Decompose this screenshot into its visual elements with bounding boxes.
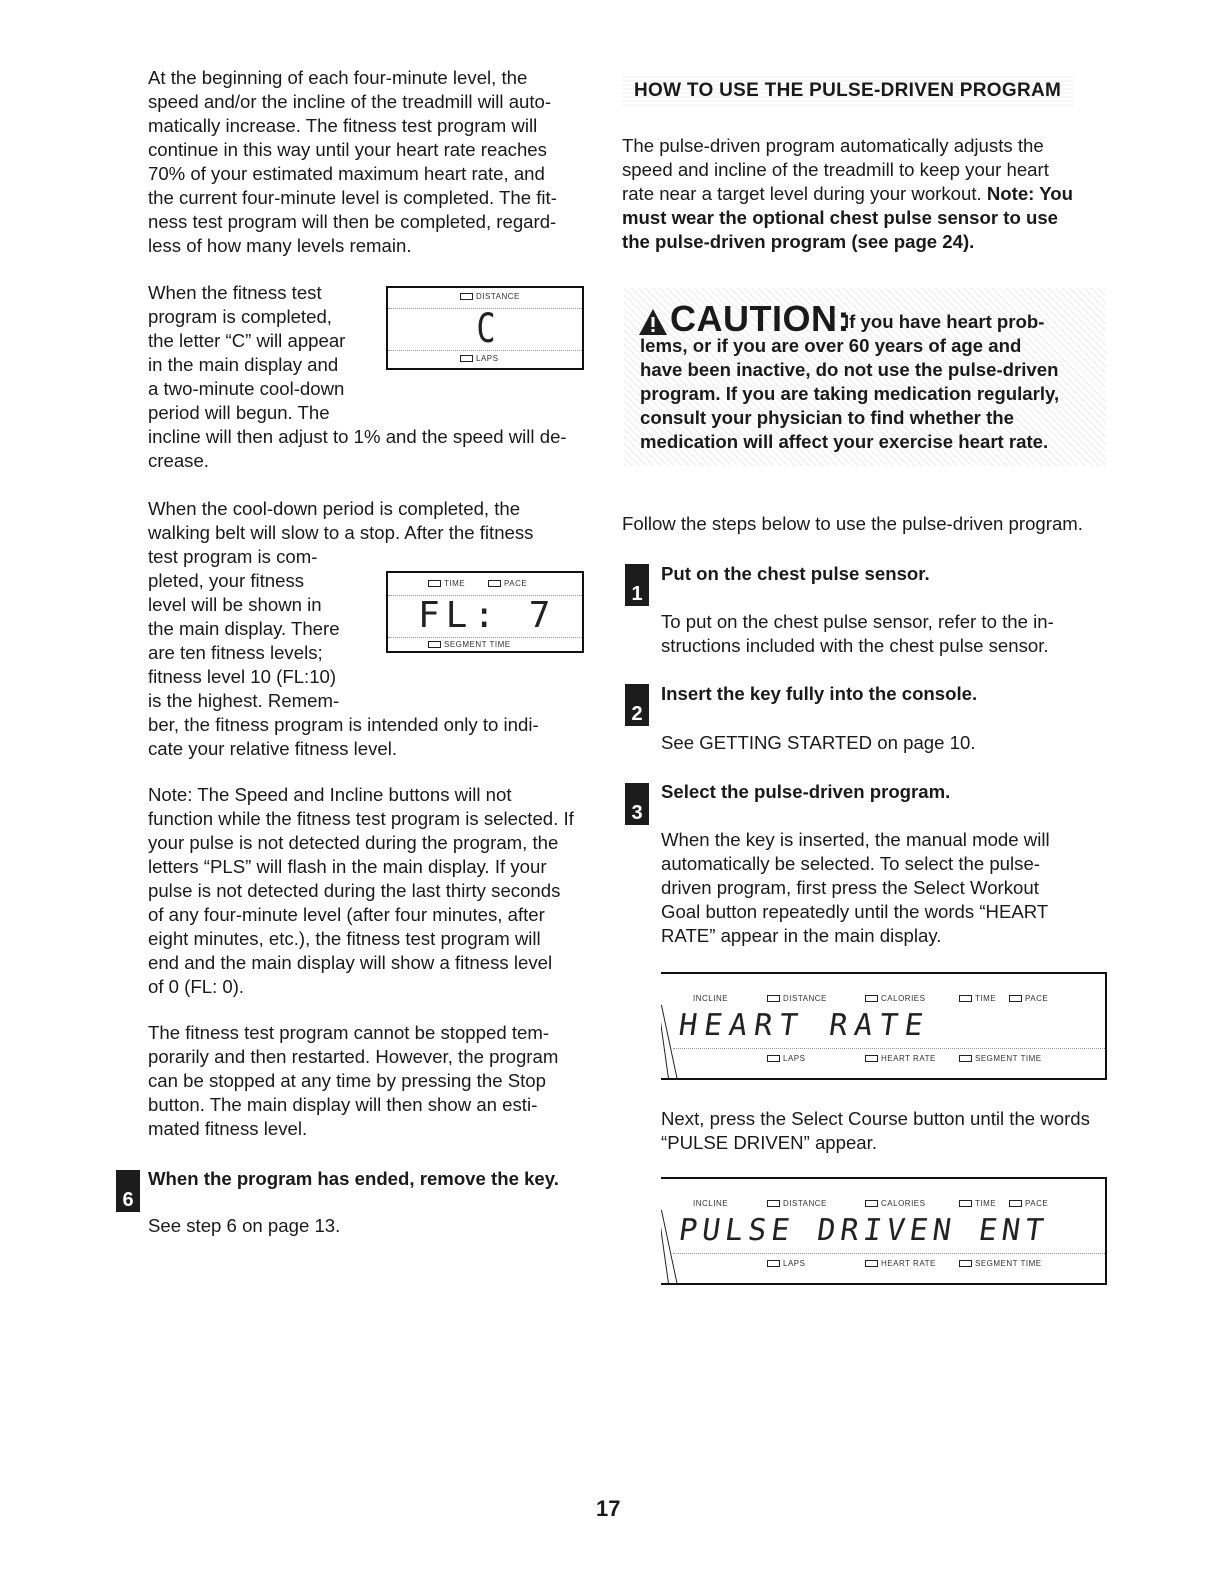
display-pulse-label-pace: PACE [1009,1199,1048,1208]
display-heart-label-time: TIME [959,994,996,1003]
step-1-body: To put on the chest pulse sensor, refer to the in- structions included with the chest pulse sensor. [661,611,1054,656]
intro-bold: Note: You must wear the optional chest pulse sensor to use the pulse-driven program (see page 24). [622,183,1073,252]
paragraph-fitness-level-full: When the cool-down period is completed, the walking belt will slow to a stop. After the fitness [148,498,534,543]
paragraph-note: Note: The Speed and Incline buttons will not function while the fitness test program is selected. If your pulse is not detected during the program, the letters “PLS” will flash in the main display. If your pulse is not detected during the last thirty seconds of any four-minute level (after four minutes, after eight minutes, etc.), the fitness test program will end and the main display will show a fitness level of 0 (FL: 0). [148,784,574,997]
paragraph-fitness-levels: At the beginning of each four-minute level, the speed and/or the incline of the treadmill will auto- matically increase. The fitness test program will continue in this way until your heart rate reaches 70% of your estimated maximum heart rate, and the current four-minute level is completed. The fit- ness test program will then be completed, regard- less of how many levels remain. [148,67,557,256]
step-3-body: When the key is inserted, the manual mode will automatically be selected. To select the pulse- driven program, first press the Select Workout Goal button repeatedly until the words “HEART RATE” appear in the main display. [661,829,1050,946]
display-main-c: C [476,306,496,352]
step-2-title: Insert the key fully into the console. [661,683,978,704]
caution-box [624,288,1106,466]
display-label-laps: LAPS [460,354,498,363]
step-6-title: When the program has ended, remove the key. [148,1168,559,1189]
step-6-badge: 6 [116,1170,140,1212]
caution-word: CAUTION: [670,298,850,339]
display-heart-label-distance: DISTANCE [767,994,827,1003]
display-label-distance: DISTANCE [460,292,520,301]
display-main-fl: FL: 7 [418,595,557,636]
paragraph-cool-down-full: incline will then adjust to 1% and the speed will de- crease. [148,426,567,471]
display-pulse-label-calories: CALORIES [865,1199,925,1208]
paragraph-cool-down-wrap: When the fitness test program is completed, the letter “C” will appear in the main display and a two-minute cool-down period will begun. The [148,282,346,423]
display-heart-label-heart-rate: HEART RATE [865,1054,936,1063]
step-6-body: See step 6 on page 13. [148,1215,341,1236]
display-heart-label-calories: CALORIES [865,994,925,1003]
step-1-title: Put on the chest pulse sensor. [661,563,930,584]
paragraph-fitness-level-wrap: test program is com- pleted, your fitness level will be shown in the main display. There are ten fitness levels; fitness level 10 (FL:10) is the highest. Remem- [148,546,340,711]
display-pulse-main: PULSE DRIVEN ENT [676,1213,1051,1248]
paragraph-stop: The fitness test program cannot be stopped tem- porarily and then restarted. However, the program can be stopped at any time by pressing the Stop button. The main display will then show an esti- mated fitness level. [148,1022,559,1139]
display-cool-down-c [386,286,584,370]
display-label-time: TIME [428,579,465,588]
display-heart-label-laps: LAPS [767,1054,805,1063]
display-pulse-label-heart-rate: HEART RATE [865,1259,936,1268]
display-pulse-label-laps: LAPS [767,1259,805,1268]
display-pulse-label-distance: DISTANCE [767,1199,827,1208]
display-label-segment-time: SEGMENT TIME [428,640,511,649]
section-heading: HOW TO USE THE PULSE-DRIVEN PROGRAM [622,76,1073,106]
paragraph-fitness-level-tail: ber, the fitness program is intended only to indi- cate your relative fitness level. [148,714,539,759]
display-heart-label-pace: PACE [1009,994,1048,1003]
display-pulse-label-time: TIME [959,1199,996,1208]
step-3-next: Next, press the Select Course button until the words “PULSE DRIVEN” appear. [661,1108,1090,1153]
display-heart-rate [661,972,1107,1080]
page-number: 17 [596,1496,621,1521]
display-pulse-driven [661,1177,1107,1285]
display-fitness-level [386,571,584,653]
display-pulse-label-incline: INCLINE [693,1199,729,1208]
display-pulse-label-segment-time: SEGMENT TIME [959,1259,1042,1268]
display-label-pace: PACE [488,579,527,588]
paragraph-follow: Follow the steps below to use the pulse-driven program. [622,513,1083,534]
display-heart-label-incline: INCLINE [693,994,729,1003]
intro-regular: The pulse-driven program automatically adjusts the speed and incline of the treadmill to keep your heart rate near a target level during your workout. [622,135,1049,204]
paragraph-intro [622,134,1073,254]
display-heart-main: HEART RATE [676,1008,933,1043]
step-3-title: Select the pulse-driven program. [661,781,951,802]
step-3-badge: 3 [625,783,649,825]
display-heart-label-segment-time: SEGMENT TIME [959,1054,1042,1063]
step-2-badge: 2 [625,684,649,726]
caution-text-first: If you have heart prob- lems, or if you are over 60 years of age and have been inactive, do not use the pulse-driven program. If you are taking medication regularly, consult your physician to find whether the medication will affect your exercise heart rate. [640,311,1060,452]
step-2-body: See GETTING STARTED on page 10. [661,732,976,753]
step-1-badge: 1 [625,564,649,606]
